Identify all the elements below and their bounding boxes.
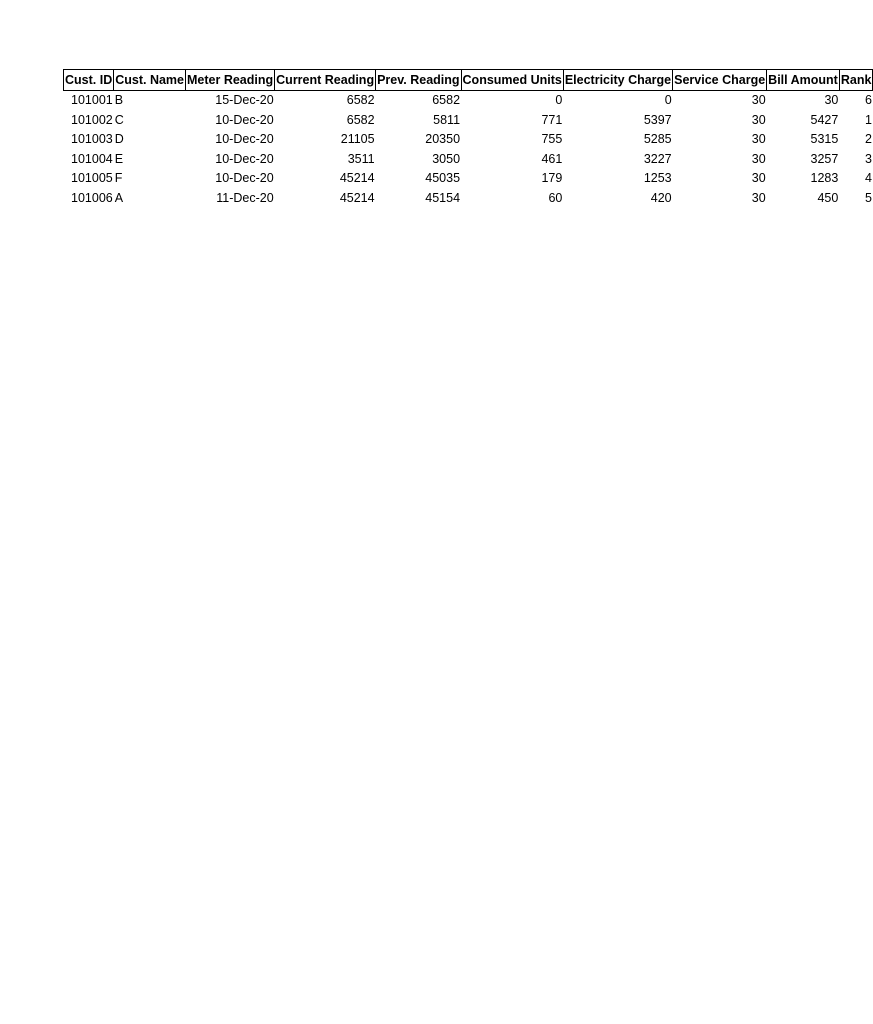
cell-cust-id: 101003 — [71, 132, 113, 146]
header-row — [64, 70, 873, 91]
cell-cust-name: D — [114, 132, 124, 146]
table-row — [64, 91, 873, 111]
cell-rank: 6 — [864, 93, 872, 107]
cell-meter-reading: 11-Dec-20 — [216, 190, 274, 205]
cell-cust-id: 101002 — [71, 112, 113, 127]
cell-cust-name: C — [114, 112, 124, 127]
cell-service-charge: 30 — [751, 112, 766, 127]
cell-bill-amount: 1283 — [810, 171, 839, 185]
cell-rank: 5 — [864, 190, 872, 205]
cell-meter-reading: 10-Dec-20 — [215, 151, 274, 166]
cell-cust-name: B — [114, 93, 124, 107]
table-row — [64, 130, 873, 150]
table-row — [64, 169, 873, 189]
spreadsheet-page — [63, 69, 873, 208]
cell-prev-reading: 5811 — [433, 112, 461, 127]
cell-prev-reading: 20350 — [425, 132, 461, 146]
cell-cust-name: F — [114, 171, 123, 185]
header-electricity-charge: Electricity Charge — [563, 70, 672, 91]
cell-prev-reading: 3050 — [432, 151, 461, 166]
cell-service-charge: 30 — [751, 132, 766, 146]
header-cust-id: Cust. ID — [64, 70, 114, 91]
cell-service-charge: 30 — [751, 93, 766, 107]
header-prev-reading: Prev. Reading — [376, 70, 461, 91]
cell-rank: 4 — [864, 171, 872, 185]
cell-current-reading: 3511 — [347, 151, 375, 166]
billing-table — [63, 69, 873, 208]
cell-bill-amount: 450 — [817, 190, 839, 205]
cell-consumed-units: 755 — [541, 132, 563, 146]
cell-consumed-units: 771 — [541, 112, 563, 127]
cell-cust-id: 101004 — [71, 151, 113, 166]
cell-cust-id: 101001 — [71, 93, 113, 107]
cell-bill-amount: 30 — [824, 93, 839, 107]
table-row — [64, 111, 873, 131]
cell-current-reading: 21105 — [340, 132, 375, 146]
cell-electricity-charge: 5397 — [643, 112, 672, 127]
cell-cust-id: 101006 — [71, 190, 113, 205]
cell-bill-amount: 5315 — [810, 132, 839, 146]
cell-electricity-charge: 1253 — [643, 171, 672, 185]
cell-service-charge: 30 — [751, 151, 766, 166]
cell-rank: 2 — [864, 132, 872, 146]
cell-cust-name: E — [114, 151, 124, 166]
cell-current-reading: 6582 — [346, 93, 375, 107]
cell-cust-name: A — [114, 190, 124, 205]
cell-cust-id: 101005 — [71, 171, 113, 185]
cell-consumed-units: 0 — [555, 93, 563, 107]
cell-service-charge: 30 — [751, 171, 766, 185]
header-consumed-units: Consumed Units — [461, 70, 563, 91]
cell-meter-reading: 15-Dec-20 — [215, 93, 274, 107]
cell-electricity-charge: 5285 — [643, 132, 672, 146]
cell-prev-reading: 45154 — [425, 190, 461, 205]
cell-consumed-units: 179 — [541, 171, 563, 185]
table-row — [64, 150, 873, 170]
table-row — [64, 189, 873, 209]
cell-meter-reading: 10-Dec-20 — [215, 171, 274, 185]
cell-rank: 1 — [864, 112, 872, 127]
cell-service-charge: 30 — [751, 190, 766, 205]
header-rank: Rank — [839, 70, 873, 91]
header-service-charge: Service Charge — [673, 70, 767, 91]
cell-bill-amount: 5427 — [810, 112, 839, 127]
cell-meter-reading: 10-Dec-20 — [215, 112, 274, 127]
cell-electricity-charge: 0 — [664, 93, 672, 107]
cell-current-reading: 6582 — [346, 112, 375, 127]
header-cust-name: Cust. Name — [114, 70, 186, 91]
cell-electricity-charge: 3227 — [643, 151, 672, 166]
cell-rank: 3 — [864, 151, 872, 166]
header-current-reading: Current Reading — [275, 70, 376, 91]
header-meter-reading: Meter Reading — [186, 70, 275, 91]
cell-consumed-units: 461 — [541, 151, 563, 166]
cell-prev-reading: 6582 — [432, 93, 461, 107]
cell-bill-amount: 3257 — [810, 151, 839, 166]
cell-meter-reading: 10-Dec-20 — [215, 132, 274, 146]
cell-current-reading: 45214 — [339, 190, 375, 205]
cell-electricity-charge: 420 — [650, 190, 672, 205]
cell-prev-reading: 45035 — [425, 171, 461, 185]
cell-consumed-units: 60 — [548, 190, 563, 205]
cell-current-reading: 45214 — [339, 171, 375, 185]
header-bill-amount: Bill Amount — [767, 70, 840, 91]
